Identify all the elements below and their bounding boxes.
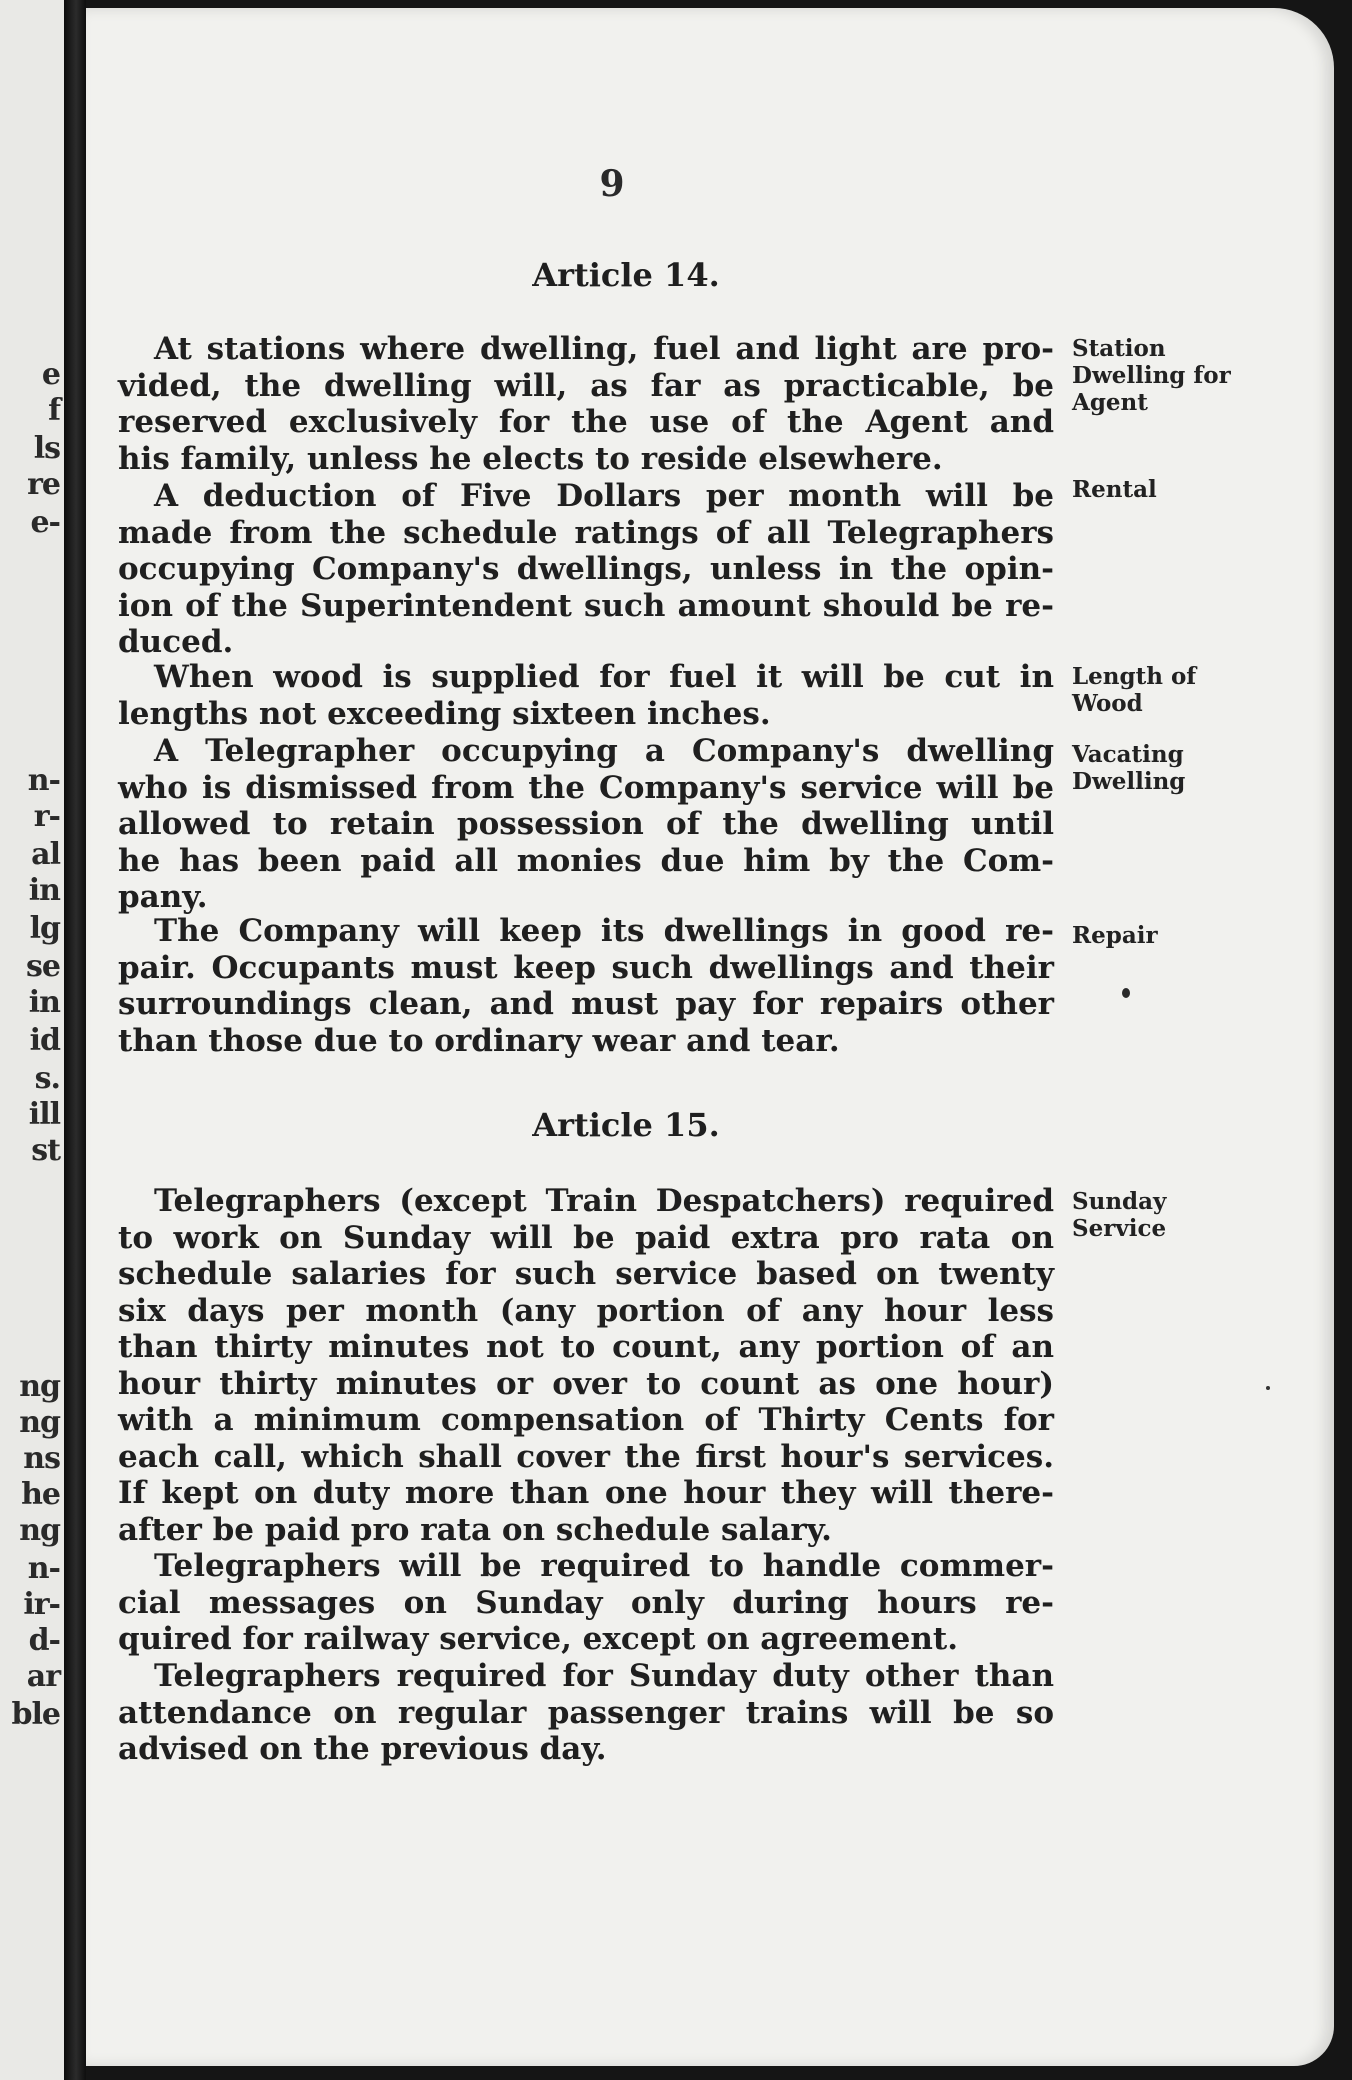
- text-line: Telegraphers required for Sunday duty other than: [154, 1658, 1054, 1694]
- text-line: attendance on regular passenger trains will be so: [118, 1694, 1054, 1731]
- previous-page-fragment: id: [29, 1023, 60, 1058]
- text-line: six days per month (any portion of any hour less: [118, 1292, 1054, 1329]
- text-line: A deduction of Five Dollars per month will be: [154, 478, 1054, 514]
- text-line: his family, unless he elects to reside elsewhere.: [118, 440, 943, 477]
- book-page: [86, 8, 1334, 2066]
- previous-page-fragment: s.: [34, 1061, 60, 1096]
- text-line: than thirty minutes not to count, any portion of an: [118, 1329, 1054, 1365]
- previous-page-fragment: e-: [30, 505, 60, 540]
- previous-page-fragment: he: [21, 1477, 60, 1512]
- margin-note-line: Dwelling for: [1072, 362, 1231, 389]
- text-line: to work on Sunday will be paid extra pro rata on: [118, 1219, 1054, 1256]
- text-line: occupying Company's dwellings, unless in the opin-: [118, 551, 1054, 587]
- margin-note: [1072, 663, 1322, 717]
- previous-page-fragment: n-: [27, 1551, 60, 1586]
- previous-page-fragment: d-: [28, 1623, 60, 1658]
- margin-note: [1072, 1188, 1322, 1242]
- text-line: When wood is supplied for fuel it will be cut in: [154, 659, 1054, 695]
- text-line: each call, which shall cover the first hour's services.: [118, 1438, 1054, 1475]
- text-line: reserved exclusively for the use of the Agent and: [118, 404, 1054, 440]
- paragraph: [118, 478, 1054, 661]
- text-line: lengths not exceeding sixteen inches.: [118, 695, 771, 732]
- text-line: surroundings clean, and must pay for repairs other: [118, 986, 1054, 1022]
- text-line: cial messages on Sunday only during hours re-: [118, 1584, 1054, 1621]
- text-line: after be paid pro rata on schedule salary.: [118, 1511, 832, 1548]
- margin-note-line: Dwelling: [1072, 768, 1186, 795]
- margin-note-line: Agent: [1072, 389, 1148, 416]
- text-line: Telegraphers (except Train Despatchers) required: [154, 1183, 1054, 1219]
- text-line: If kept on duty more than one hour they will there-: [118, 1475, 1054, 1511]
- margin-note-line: Wood: [1072, 690, 1143, 717]
- previous-page-fragment: ng: [19, 1369, 60, 1404]
- previous-page-fragment: al: [31, 837, 60, 872]
- text-line: duced.: [118, 624, 234, 660]
- text-line: than those due to ordinary wear and tear.: [118, 1022, 840, 1059]
- previous-page-fragment: ir-: [23, 1587, 60, 1622]
- text-line: ion of the Superintendent such amount should be re-: [118, 587, 1054, 624]
- previous-page-fragment: ill: [28, 1097, 60, 1132]
- text-line: pair. Occupants must keep such dwellings and their: [118, 949, 1054, 986]
- paragraph: [118, 659, 1054, 732]
- text-line: made from the schedule ratings of all Telegraphers: [118, 514, 1054, 551]
- text-line: The Company will keep its dwellings in good re-: [154, 913, 1054, 949]
- margin-note-line: Vacating: [1072, 741, 1184, 768]
- margin-note-line: Rental: [1072, 476, 1157, 503]
- margin-note-line: Length of: [1072, 663, 1197, 690]
- previous-page-fragment: in: [28, 873, 60, 908]
- margin-note-line: Repair: [1072, 922, 1158, 949]
- previous-page-fragment: lg: [29, 911, 60, 946]
- margin-note: [1072, 922, 1322, 949]
- margin-note-line: Sunday: [1072, 1188, 1167, 1215]
- previous-page-edge: [0, 0, 64, 2080]
- paragraph: [118, 1183, 1054, 1548]
- previous-page-fragment: e: [41, 357, 60, 392]
- text-line: he has been paid all monies due him by the Com-: [118, 842, 1054, 879]
- previous-page-fragment: st: [31, 1133, 60, 1168]
- ink-dot: [1122, 988, 1130, 998]
- paragraph: [118, 1548, 1054, 1658]
- previous-page-fragment: ng: [19, 1513, 60, 1548]
- margin-note: [1072, 741, 1322, 795]
- previous-page-fragment: re: [27, 467, 60, 502]
- page-number: 9: [599, 163, 625, 205]
- previous-page-fragment: ns: [23, 1441, 60, 1476]
- previous-page-fragment: ble: [11, 1697, 60, 1732]
- text-line: allowed to retain possession of the dwelling until: [118, 806, 1054, 842]
- text-line: schedule salaries for such service based on twenty: [118, 1256, 1054, 1292]
- previous-page-fragment: r-: [33, 799, 60, 834]
- article-title: Article 14.: [532, 256, 720, 294]
- article-title: Article 15.: [532, 1106, 720, 1144]
- book-gutter: [64, 0, 86, 2080]
- margin-note-line: Service: [1072, 1215, 1167, 1242]
- text-line: hour thirty minutes or over to count as one hour): [118, 1365, 1054, 1402]
- previous-page-fragment: ar: [26, 1659, 60, 1694]
- paragraph: [118, 733, 1054, 916]
- text-line: vided, the dwelling will, as far as practicable, be: [118, 367, 1054, 404]
- margin-note-line: Station: [1072, 335, 1166, 362]
- text-line: advised on the previous day.: [118, 1731, 607, 1767]
- previous-page-fragment: se: [26, 949, 60, 984]
- ink-speck: [1266, 1386, 1270, 1390]
- paragraph: [118, 1658, 1054, 1768]
- previous-page-fragment: f: [48, 393, 60, 428]
- text-line: At stations where dwelling, fuel and light are pro-: [154, 331, 1054, 367]
- previous-page-fragment: n-: [27, 763, 60, 798]
- text-line: quired for railway service, except on agreement.: [118, 1621, 958, 1657]
- text-line: A Telegrapher occupying a Company's dwelling: [154, 733, 1054, 769]
- margin-note: [1072, 476, 1322, 503]
- margin-note: [1072, 335, 1322, 416]
- previous-page-fragment: in: [28, 985, 60, 1020]
- text-line: with a minimum compensation of Thirty Cents for: [118, 1402, 1054, 1438]
- paragraph: [118, 331, 1054, 477]
- paragraph: [118, 913, 1054, 1059]
- text-line: who is dismissed from the Company's service will be: [118, 769, 1054, 806]
- previous-page-fragment: ls: [33, 431, 60, 466]
- previous-page-fragment: ng: [19, 1405, 60, 1440]
- text-line: pany.: [118, 879, 208, 915]
- text-line: Telegraphers will be required to handle commer-: [154, 1548, 1054, 1584]
